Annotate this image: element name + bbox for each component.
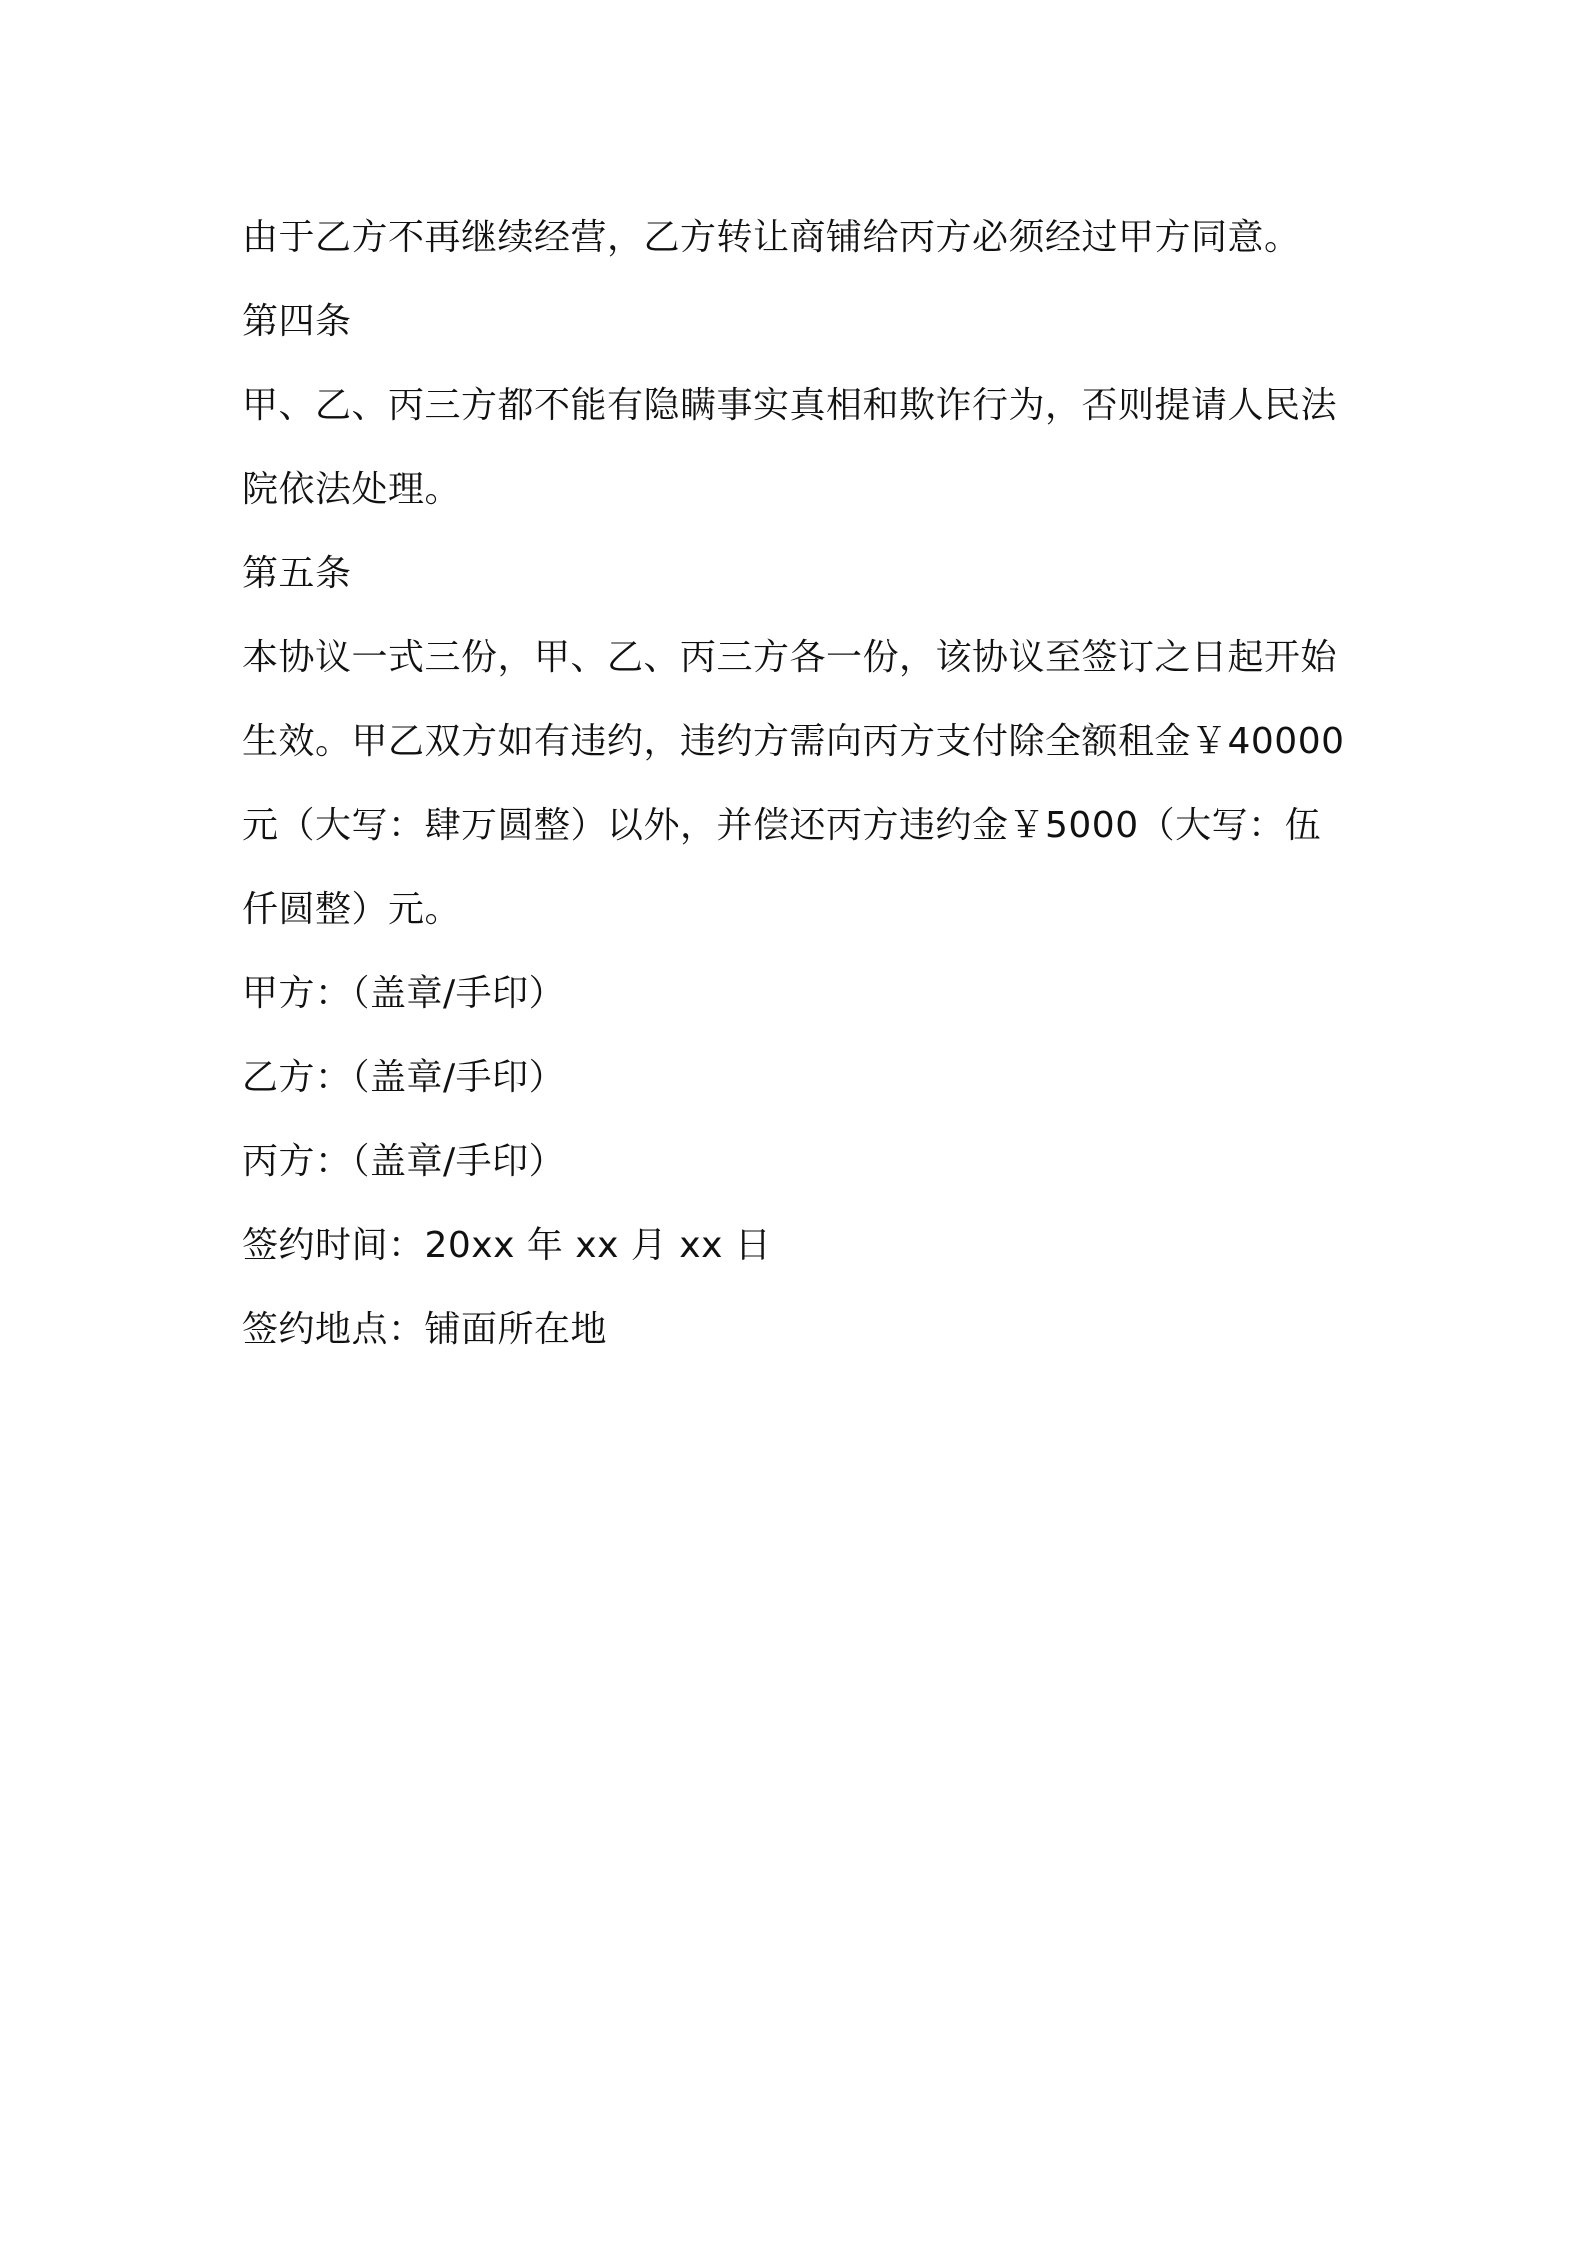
party-a-signature: 甲方：（盖章/手印） bbox=[242, 973, 566, 1014]
article-four-text-line-2: 院依法处理。 bbox=[242, 469, 462, 510]
party-b-signature: 乙方：（盖章/手印） bbox=[242, 1057, 566, 1098]
signing-date: 签约时间：20xx 年 xx 月 xx 日 bbox=[242, 1225, 772, 1266]
article-five-text-line-3: 元（大写：肆万圆整）以外，并偿还丙方违约金￥5000（大写：伍 bbox=[242, 805, 1322, 846]
article-four-text-line-1: 甲、乙、丙三方都不能有隐瞒事实真相和欺诈行为，否则提请人民法 bbox=[242, 385, 1338, 426]
article-five-heading: 第五条 bbox=[242, 553, 352, 594]
clause-three-text: 由于乙方不再继续经营，乙方转让商铺给丙方必须经过甲方同意。 bbox=[242, 217, 1301, 258]
article-four-heading: 第四条 bbox=[242, 301, 352, 342]
article-five-text-line-2: 生效。甲乙双方如有违约，违约方需向丙方支付除全额租金￥40000 bbox=[242, 721, 1345, 762]
signing-location: 签约地点：铺面所在地 bbox=[242, 1309, 608, 1350]
party-c-signature: 丙方：（盖章/手印） bbox=[242, 1141, 566, 1182]
article-five-text-line-4: 仟圆整）元。 bbox=[242, 889, 462, 930]
document-body bbox=[242, 196, 1362, 1372]
article-five-text-line-1: 本协议一式三份，甲、乙、丙三方各一份，该协议至签订之日起开始 bbox=[242, 637, 1338, 678]
